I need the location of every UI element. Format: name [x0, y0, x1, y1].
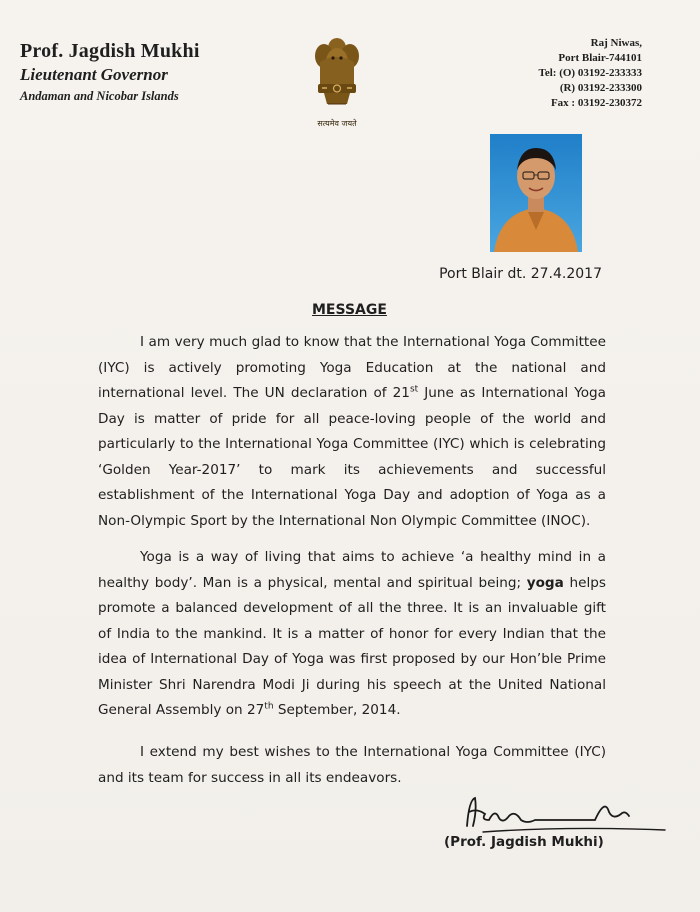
- paragraph1-sup: st: [409, 384, 419, 395]
- paragraph2-text-b: helps promote a balanced development of all the three. It is an invaluable gift of India to the mankind. It is a matter of honor for every Indian that the idea of International Day of Yoga was first proposed by our Hon’ble Prime Minister Shri Narendra Modi Ji during his speech at the United National General Assembly on 27: [98, 574, 606, 718]
- address-line1: Raj Niwas,: [590, 37, 642, 49]
- telephone-office: Tel: (O) 03192-233333: [538, 67, 642, 79]
- telephone-residence: (R) 03192-233300: [559, 82, 642, 94]
- address-block: [539, 36, 642, 111]
- paragraph1-text-b: June as International Yoga Day is matter of pride for all peace-loving people of the world and particularly to the International Yoga Committee (IYC) which is celebrating ‘Golden Year-2017’ to mark its achievements and successful establishment of the International Yoga Day and adoption of Yoga as a Non-Olympic Sport by the International Non Olympic Committee (INOC).: [98, 385, 606, 529]
- paragraph2-text-c: September, 2014.: [273, 702, 401, 718]
- paragraph3-text: I extend my best wishes to the International Yoga Committee (IYC) and its team for success in all its endeavors.: [98, 744, 606, 786]
- fax-number: Fax : 03192-230372: [550, 97, 642, 109]
- paragraph2-text-a: Yoga is a way of living that aims to achieve ‘a healthy mind in a healthy body’. Man is a physical, mental and spiritual being;: [98, 549, 606, 591]
- paragraph1-text-a: I am very much glad to know that the International Yoga Committee (IYC) is actively promoting Yoga Education at the national and international level. The UN declaration of 21: [98, 334, 606, 401]
- portrait-photo: [490, 134, 582, 252]
- emblem-motto: सत्यमेव जयते: [317, 119, 357, 128]
- message-paragraph-3: [98, 740, 606, 791]
- date-line: Port Blair dt. 27.4.2017: [439, 266, 602, 282]
- lion-capital-emblem-icon: [310, 32, 364, 118]
- paragraph2-sup: th: [264, 701, 274, 712]
- sender-place: Andaman and Nicobar Islands: [20, 89, 179, 103]
- message-paragraph-2: [98, 545, 606, 724]
- paragraph2-bold: yoga: [526, 574, 564, 591]
- sender-name: Prof. Jagdish Mukhi: [20, 40, 200, 62]
- national-emblem: [305, 32, 369, 132]
- signer-name: (Prof. Jagdish Mukhi): [444, 834, 604, 850]
- message-paragraph-1: [98, 330, 606, 534]
- address-line2: Port Blair-744101: [558, 52, 642, 64]
- handwritten-signature: [455, 790, 670, 840]
- sender-block: [20, 40, 200, 104]
- sender-title: Lieutenant Governor: [20, 65, 168, 84]
- message-heading: MESSAGE: [312, 302, 387, 318]
